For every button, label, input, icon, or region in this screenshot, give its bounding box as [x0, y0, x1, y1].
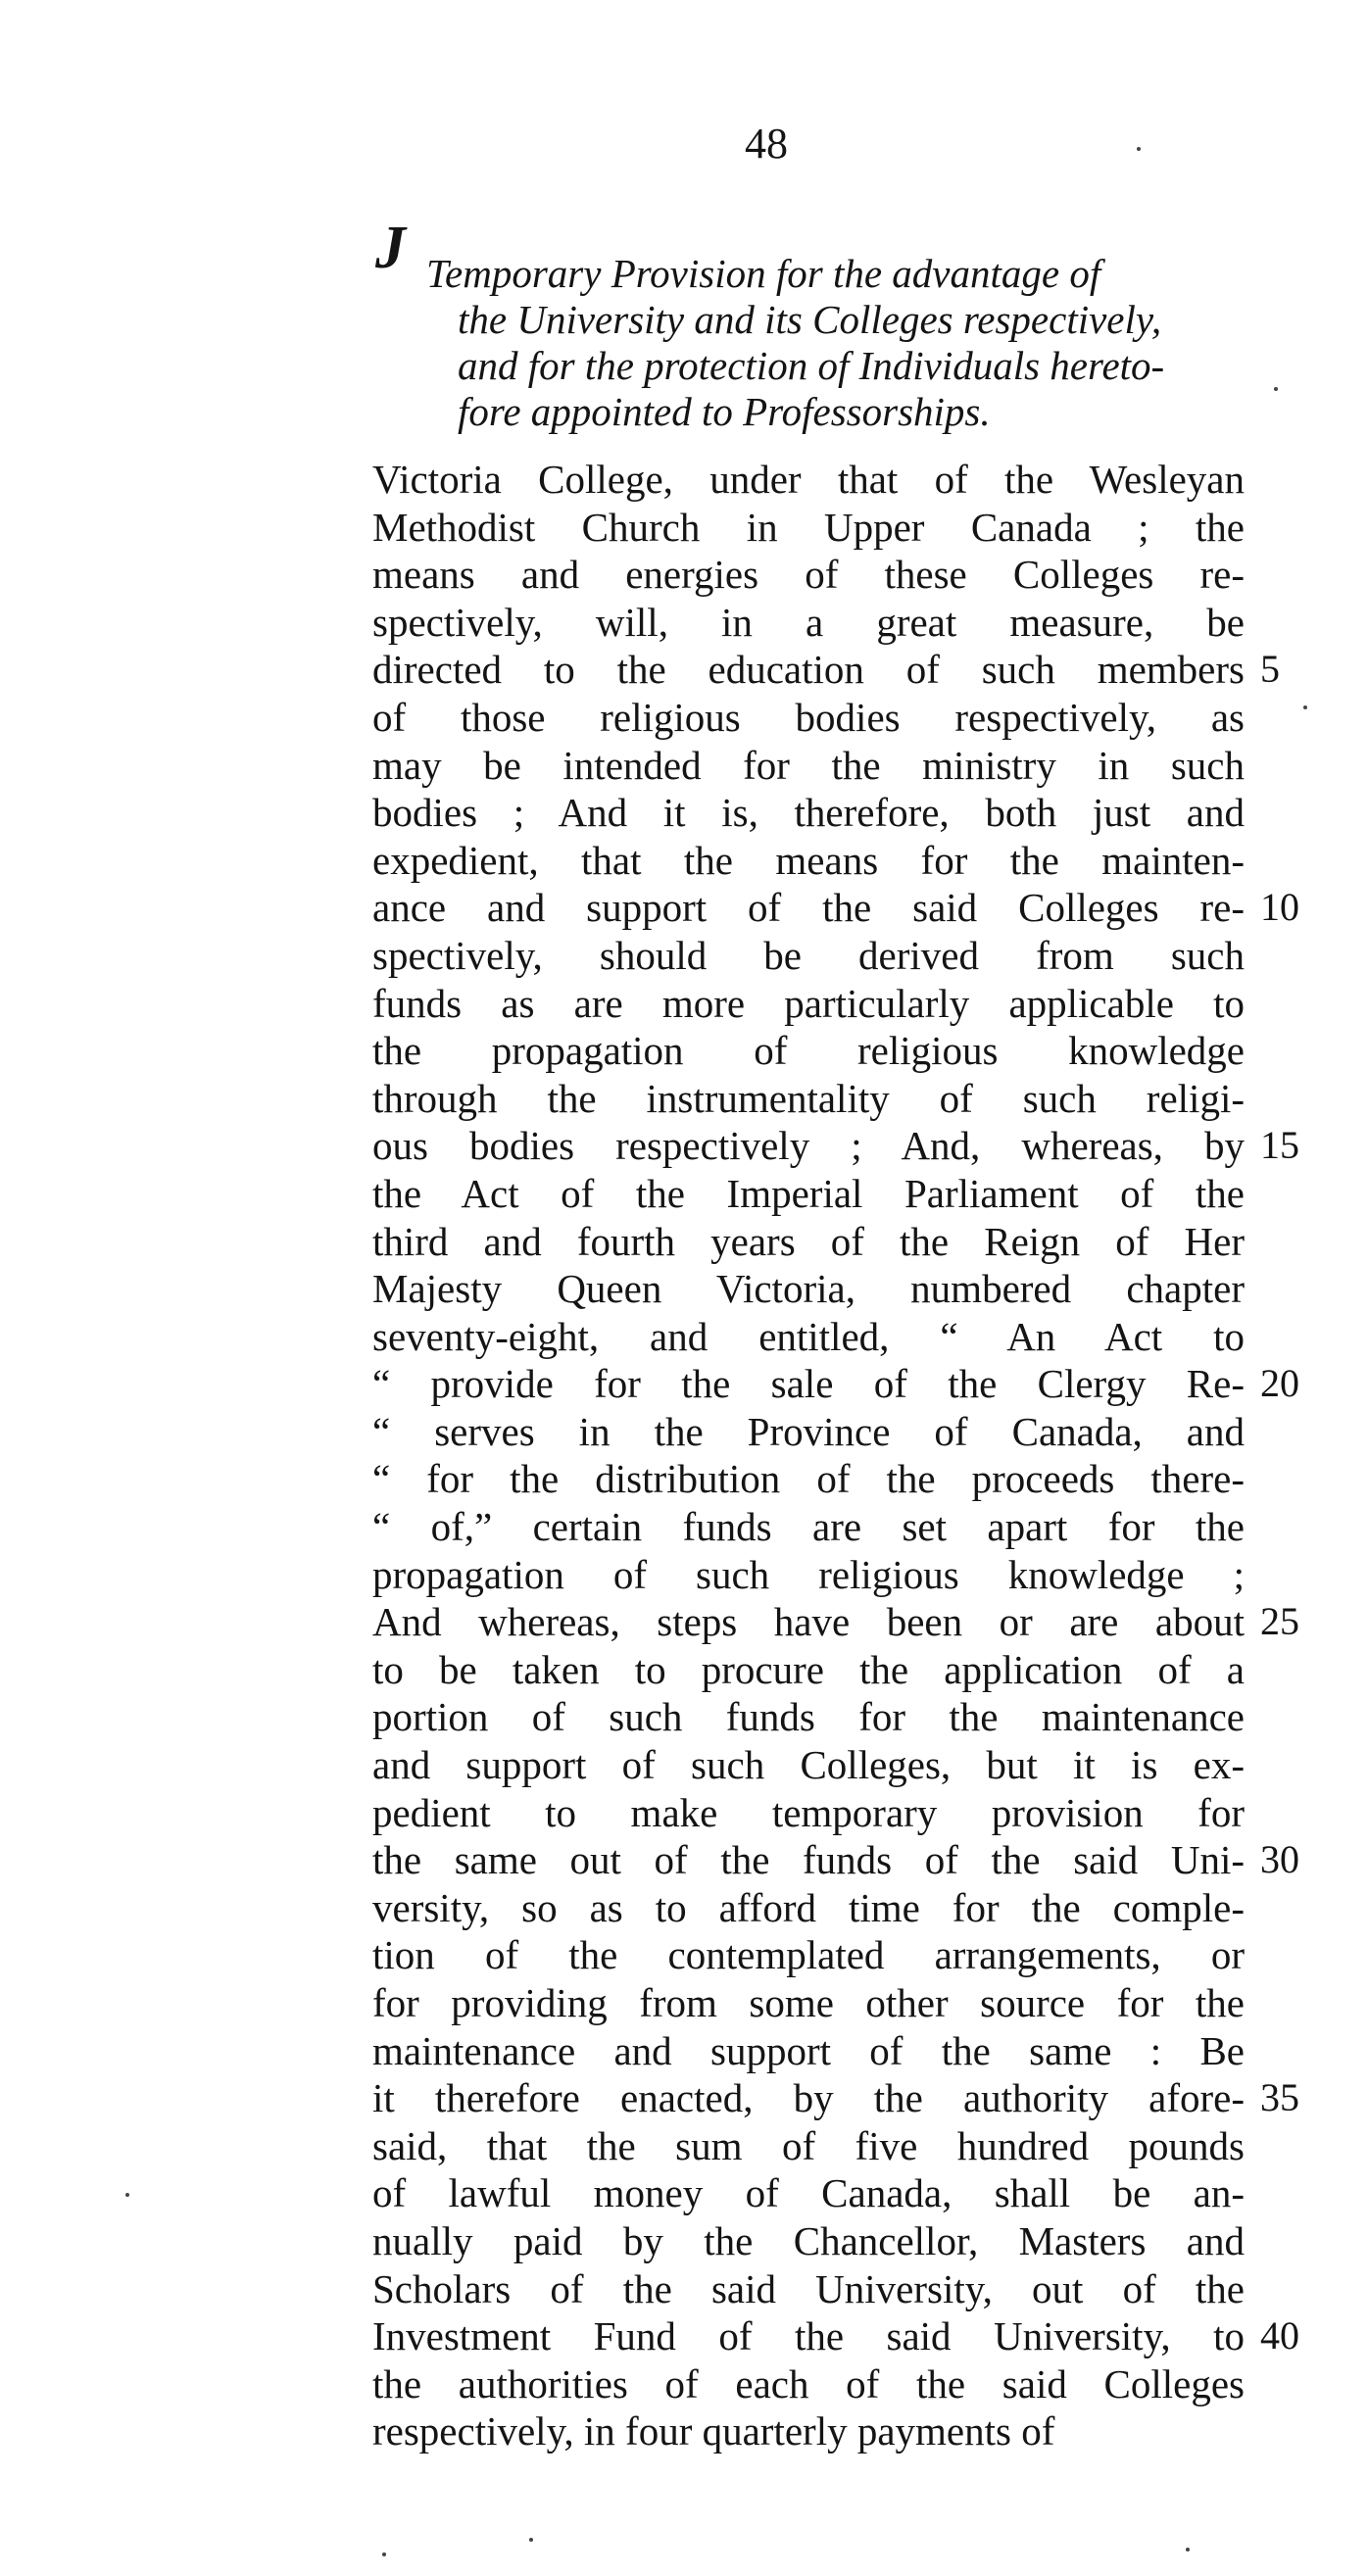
line-number: 10 [1260, 885, 1299, 930]
text-line: expedient, that the means for the mainten- [372, 837, 1245, 883]
text-line: third and fourth years of the Reign of Her [372, 1218, 1245, 1264]
text-line: propagation of such religious knowledge ; [372, 1551, 1245, 1597]
text-line: for providing from some other source for the [372, 1980, 1245, 2025]
page-number: 48 [745, 120, 788, 168]
text-line: and support of such Colleges, but it is ex- [372, 1742, 1245, 1788]
text-line: Majesty Queen Victoria, numbered chapter [372, 1266, 1245, 1312]
text-line: said, that the sum of five hundred pounds [372, 2122, 1245, 2168]
text-line: the Act of the Imperial Parliament of the [372, 1170, 1245, 1216]
text-line: may be intended for the ministry in such [372, 742, 1245, 788]
line-number: 25 [1260, 1599, 1299, 1644]
text-line: nually paid by the Chancellor, Masters and [372, 2217, 1245, 2263]
text-line: to be taken to procure the application of a [372, 1646, 1245, 1692]
text-line: Investment Fund of the said University, to [372, 2313, 1245, 2359]
line-number: 30 [1260, 1837, 1299, 1882]
marginal-sidenote [426, 251, 1269, 435]
ink-speck [1274, 387, 1278, 391]
text-line: And whereas, steps have been or are about [372, 1599, 1245, 1645]
text-line: Scholars of the said University, out of the [372, 2265, 1245, 2311]
text-line: of lawful money of Canada, shall be an- [372, 2170, 1245, 2216]
sidenote-line: and for the protection of Individuals hereto- [458, 343, 1165, 388]
text-line: it therefore enacted, by the authority afore- [372, 2075, 1245, 2121]
line-number: 20 [1260, 1361, 1299, 1406]
text-line: maintenance and support of the same : Be [372, 2027, 1245, 2073]
text-line: seventy-eight, and entitled, “ An Act to [372, 1313, 1245, 1359]
text-line: pedient to make temporary provision for [372, 1789, 1245, 1835]
text-line: “ provide for the sale of the Clergy Re- [372, 1361, 1245, 1407]
text-line: “ serves in the Province of Canada, and [372, 1408, 1245, 1454]
text-line: means and energies of these Colleges re- [372, 552, 1245, 598]
line-number: 5 [1260, 647, 1280, 692]
text-line: the propagation of religious knowledge [372, 1028, 1245, 1074]
text-line: bodies ; And it is, therefore, both just and [372, 790, 1245, 836]
text-line: ous bodies respectively ; And, whereas, by [372, 1123, 1245, 1169]
text-line: Victoria College, under that of the Wesleyan [372, 457, 1245, 502]
text-line: “ for the distribution of the proceeds there- [372, 1456, 1245, 1502]
sidenote-line: fore appointed to Professorships. [458, 389, 991, 434]
ink-speck [1137, 147, 1141, 151]
text-line: directed to the education of such members [372, 647, 1245, 693]
sidenote-line: the University and its Colleges respectively, [458, 297, 1162, 342]
text-line: of those religious bodies respectively, as [372, 694, 1245, 740]
body-text [372, 456, 1245, 2455]
text-line: through the instrumentality of such religi- [372, 1075, 1245, 1121]
line-number: 15 [1260, 1123, 1299, 1168]
ink-speck [1186, 2548, 1190, 2552]
ink-speck [382, 2552, 386, 2556]
text-line: funds as are more particularly applicable to [372, 980, 1245, 1026]
text-line: ance and support of the said Colleges re- [372, 885, 1245, 931]
sidenote-line: Temporary Provision for the advantage of [426, 251, 1101, 296]
text-line: versity, so as to afford time for the comple- [372, 1884, 1245, 1930]
text-line: the authorities of each of the said Colleges [372, 2360, 1245, 2406]
text-line: spectively, should be derived from such [372, 932, 1245, 978]
text-line: “ of,” certain funds are set apart for the [372, 1504, 1245, 1550]
text-line: spectively, will, in a great measure, be [372, 599, 1245, 645]
text-line: the same out of the funds of the said Uni- [372, 1837, 1245, 1883]
text-line: tion of the contemplated arrangements, or [372, 1932, 1245, 1978]
text-line: respectively, in four quarterly payments of [372, 2408, 1055, 2454]
margin-mark: J [375, 215, 406, 281]
line-number: 35 [1260, 2075, 1299, 2120]
ink-speck [125, 2193, 129, 2197]
line-number: 40 [1260, 2313, 1299, 2358]
text-line: Methodist Church in Upper Canada ; the [372, 504, 1245, 550]
text-line: portion of such funds for the maintenance [372, 1694, 1245, 1740]
ink-speck [1303, 705, 1307, 709]
ink-speck [529, 2538, 533, 2542]
